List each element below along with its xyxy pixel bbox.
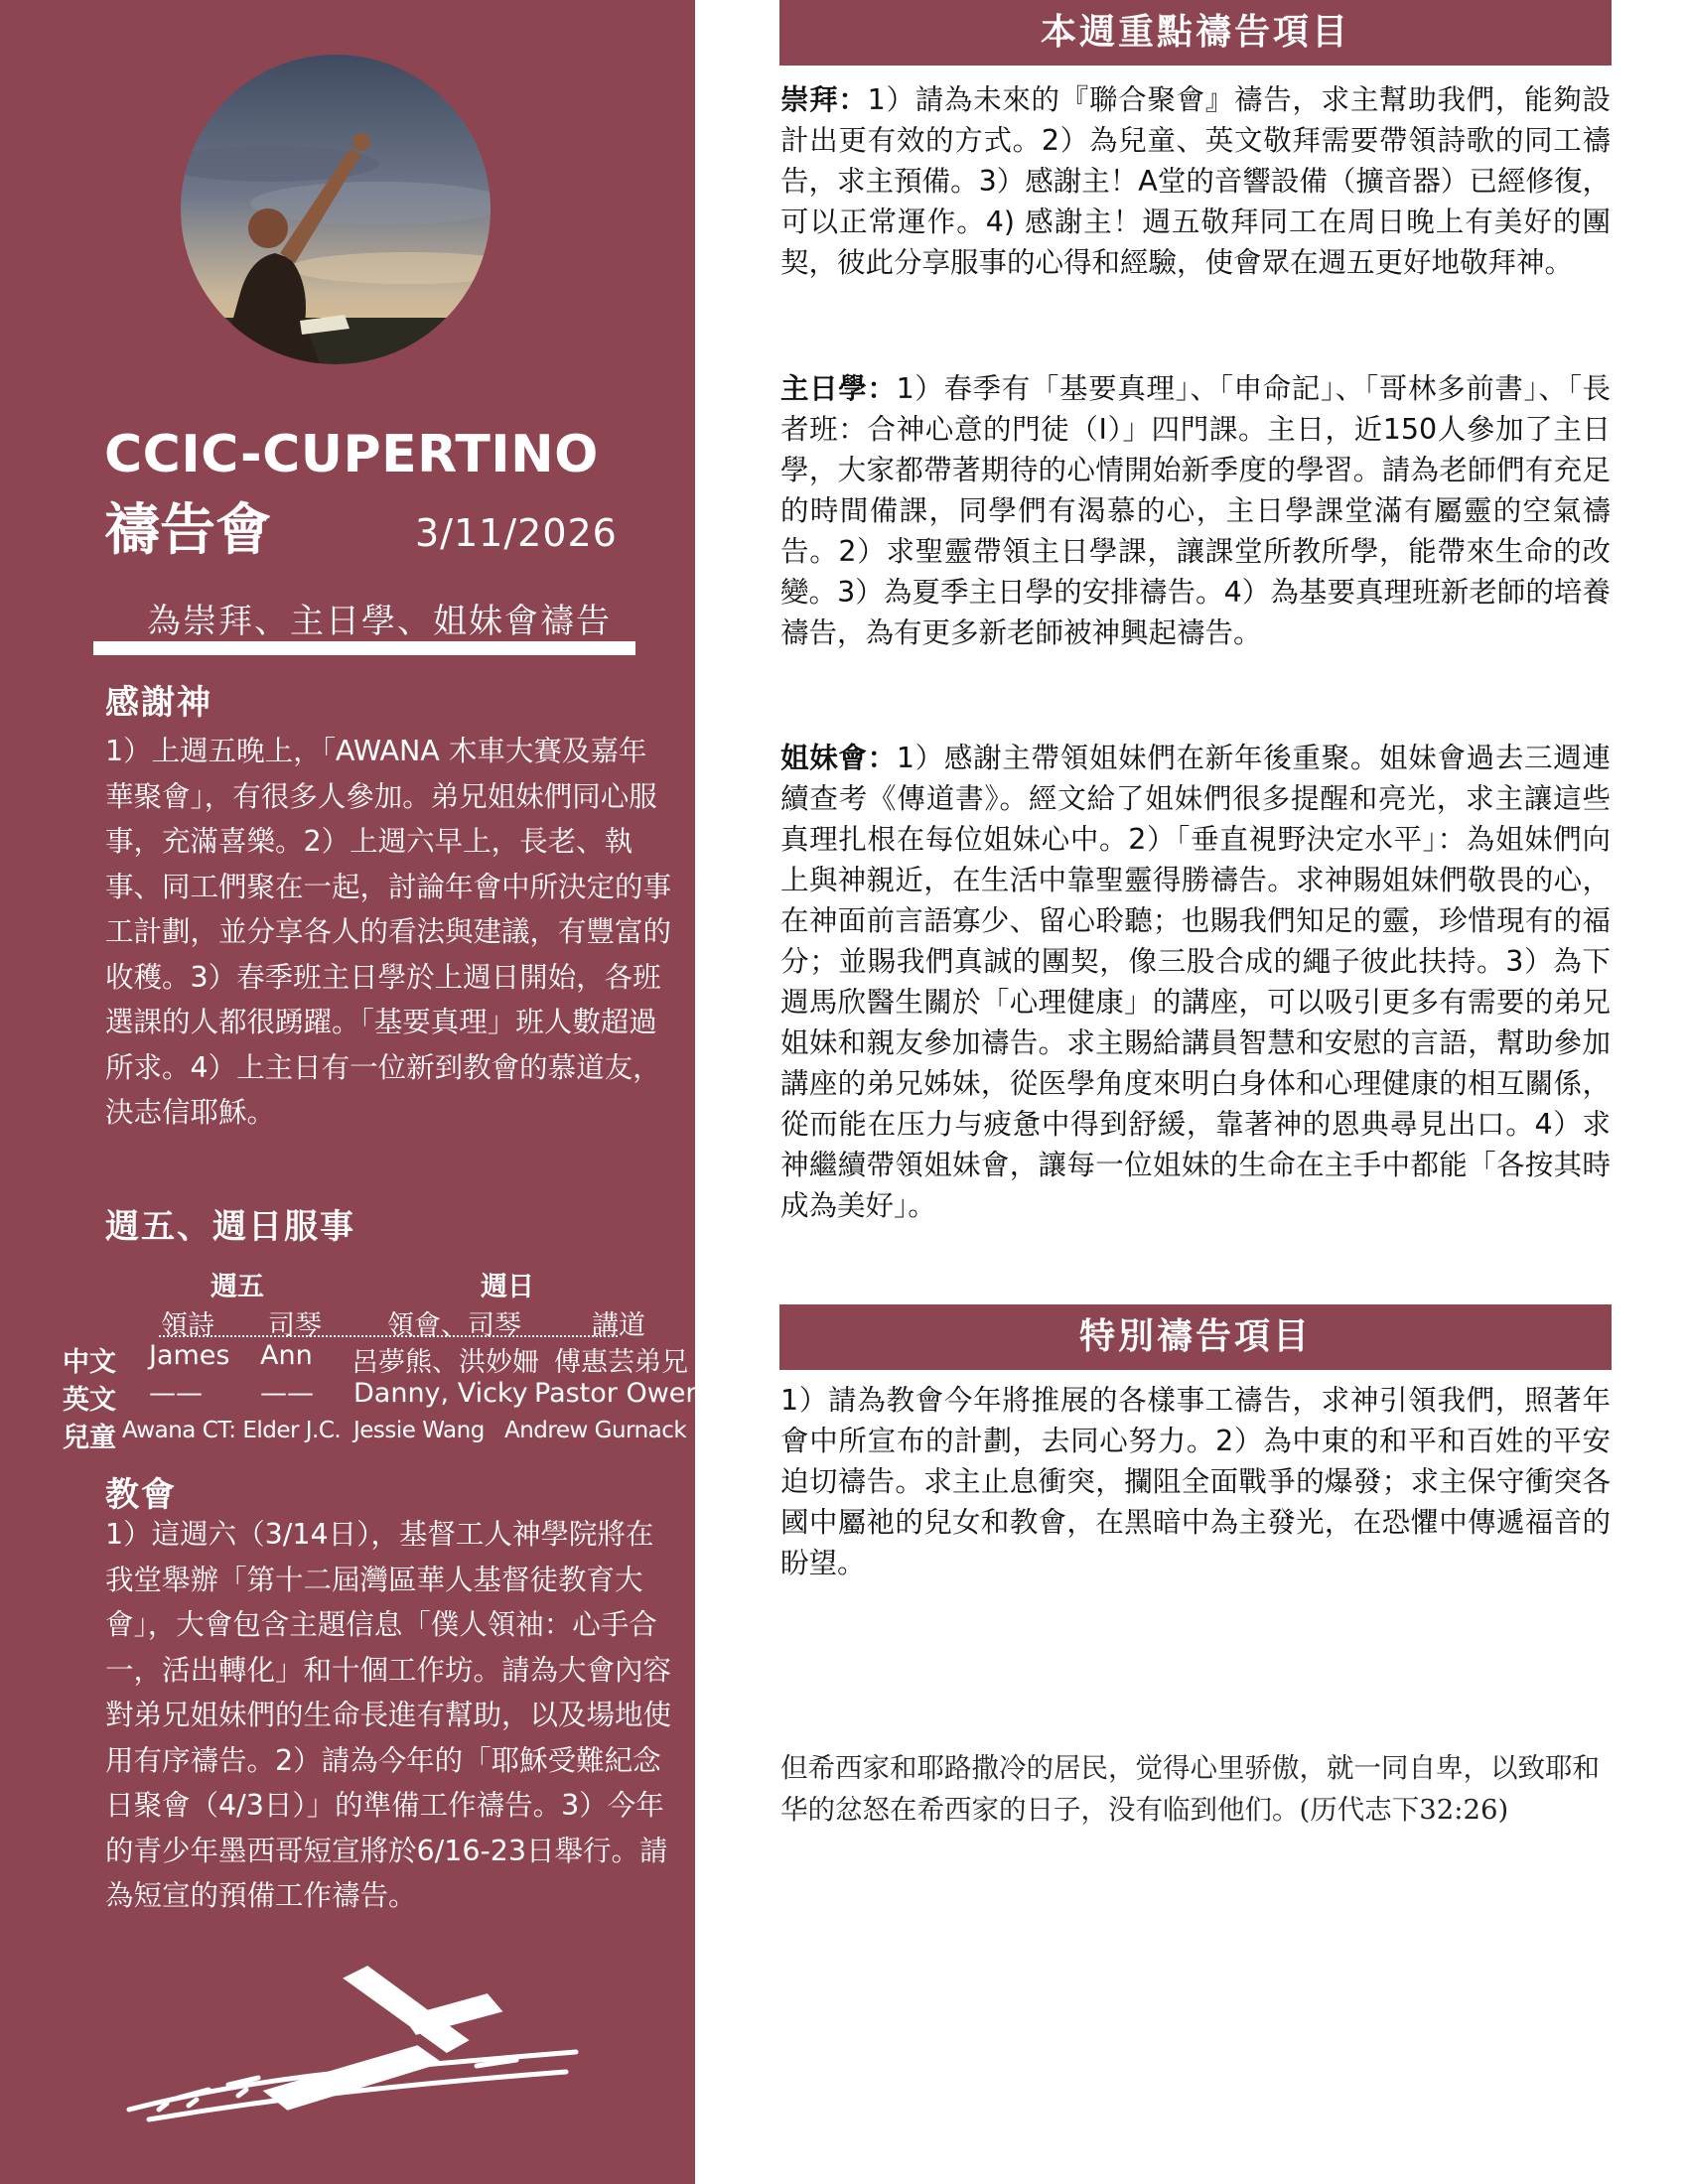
row-label: 英文	[63, 1385, 116, 1416]
sunday-school-body: 1）春季有「基要真理」、「申命記」、「哥林多前書」、「長者班：合神心意的門徒（I）」四門課。主日，近150人參加了主日學，大家都帶著期待的心情開始新季度的學習。請為老師們有充足的時間備課，同學們有渴慕的心，主日學課堂滿有屬靈的空氣禱告。2）求聖靈帶領主日學課，讓課堂所教所學，能帶來生命的改變。3）為夏季主日學的安排禱告。4）為基要真理班新老師的培養禱告，為有更多新老師被神興起禱告。	[780, 372, 1611, 649]
col-piano: 司琴	[268, 1310, 322, 1341]
sisters-section	[780, 738, 1611, 1226]
row-sermon: Andrew Gurnack	[504, 1418, 687, 1443]
theme-underline	[93, 641, 635, 655]
org-subtitle: 禱告會	[104, 498, 271, 563]
sisters-body: 1）感謝主帶領姐妹們在新年後重聚。姐妹會過去三週連續查考《傳道書》。經文給了姐妹們很多提醒和亮光，求主讓這些真理扎根在每位姐妹心中。2）「垂直視野決定水平」：為姐妹們向上與神親近，在生活中靠聖靈得勝禱告。求神賜姐妹們敬畏的心，在神面前言語寡少、留心聆聽；也賜我們知足的靈，珍惜現有的福分；並賜我們真誠的團契，像三股合成的繩子彼此扶持。3）為下週馬欣醫生關於「心理健康」的講座，可以吸引更多有需要的弟兄姐妹和親友參加禱告。求主賜給講員智慧和安慰的言語，幫助參加講座的弟兄姊妹，從医學角度來明白身体和心理健康的相互關係，從而能在压力与疲惫中得到舒緩，靠著神的恩典尋見出口。4）求神繼續帶領姐妹會，讓每一位姐妹的生命在主手中都能「各按其時成為美好」。	[780, 742, 1611, 1222]
special-prayer-body: 1）請為教會今年將推展的各樣事工禱告，求神引領我們，照著年會中所宣布的計劃，去同心努力。2）為中東的和平和百姓的平安迫切禱告。求主止息衝突，攔阻全面戰爭的爆發；求主保守衝突各國中屬祂的兒女和教會，在黑暗中為主發光，在恐懼中傳遞福音的盼望。	[780, 1384, 1611, 1579]
service-heading: 週五、週日服事	[105, 1207, 355, 1247]
cross-illustration-icon	[119, 1961, 586, 2129]
row-lead: 呂夢熊、洪妙姍	[352, 1347, 539, 1378]
row-piano: Ann	[260, 1340, 313, 1371]
church-heading: 教會	[105, 1475, 177, 1515]
org-title: CCIC-CUPERTINO	[104, 425, 599, 484]
col-sermon: 講道	[592, 1310, 645, 1341]
worship-label: 崇拜：	[780, 83, 868, 116]
sunday-school-label: 主日學：	[780, 372, 897, 405]
sidebar	[0, 0, 703, 2184]
special-prayer-title: 特別禱告項目	[779, 1304, 1612, 1370]
worship-section	[780, 79, 1611, 283]
schedule-divider	[159, 1335, 618, 1337]
sunday-header: 週日	[481, 1272, 534, 1302]
row-piano: ——	[260, 1378, 314, 1409]
row-worship: ——	[149, 1378, 203, 1409]
row-label: 兒童	[63, 1423, 116, 1453]
weekly-prayer-title: 本週重點禱告項目	[779, 0, 1612, 66]
col-lead-piano: 領會、司琴	[387, 1310, 521, 1341]
row-lead: Danny, Vicky	[353, 1378, 528, 1409]
worship-body: 1）請為未來的『聯合聚會』禱告，求主幫助我們，能夠設計出更有效的方式。2）為兒童、英文敬拜需要帶領詩歌的同工禱告，求主預備。3）感謝主！A堂的音響設備（擴音器）已經修復，可以正常運作。4) 感謝主！週五敬拜同工在周日晚上有美好的團契，彼此分享服事的心得和經驗，使會眾在週五更好地敬拜神。	[780, 83, 1611, 279]
row-sermon: Pastor Owen	[534, 1378, 703, 1409]
sunday-school-section	[780, 368, 1611, 653]
row-worship: Awana CT: Elder J.C.	[122, 1418, 342, 1443]
thanks-body: 1）上週五晚上，「AWANA 木車大賽及嘉年華聚會」，有很多人參加。弟兄姐妹們同心服事，充滿喜樂。2）上週六早上，長老、執事、同工們聚在一起，討論年會中所決定的事工計劃，並分享各人的看法與建議，有豐富的收穫。3）春季班主日學於上週日開始，各班選課的人都很踴躍。「基要真理」班人數超過所求。4）上主日有一位新到教會的慕道友，決志信耶穌。	[105, 735, 672, 1129]
row-sermon: 傅惠芸弟兄	[554, 1347, 688, 1378]
sisters-label: 姐妹會：	[780, 742, 897, 774]
church-body: 1）這週六（3/14日），基督工人神學院將在我堂舉辦「第十二屆灣區華人基督徒教育大會」，大會包含主題信息「僕人領袖：心手合一，活出轉化」和十個工作坊。請為大會內容對弟兄姐妹們的生命長進有幫助，以及場地使用有序禱告。2）請為今年的「耶穌受難紀念日聚會（4/3日）」的準備工作禱告。3）今年的青少年墨西哥短宣將於6/16-23日舉行。請為短宣的預備工作禱告。	[105, 1518, 672, 1912]
bible-verse: 但希西家和耶路撒冷的居民，觉得心里骄傲，就一同自卑，以致耶和华的忿怒在希西家的日子，没有临到他们。(历代志下32:26)	[780, 1752, 1600, 1826]
col-worship: 領詩	[161, 1310, 214, 1341]
theme-heading: 為崇拜、主日學、姐妹會禱告	[147, 602, 612, 641]
praying-man-photo	[181, 55, 491, 364]
sky-image-icon	[181, 55, 491, 364]
row-label: 中文	[63, 1347, 116, 1378]
thanks-heading: 感謝神	[105, 683, 212, 723]
row-lead: Jessie Wang	[353, 1418, 485, 1443]
meeting-date: 3/11/2026	[415, 511, 618, 555]
row-worship: James	[149, 1340, 230, 1371]
friday-header: 週五	[211, 1272, 264, 1302]
